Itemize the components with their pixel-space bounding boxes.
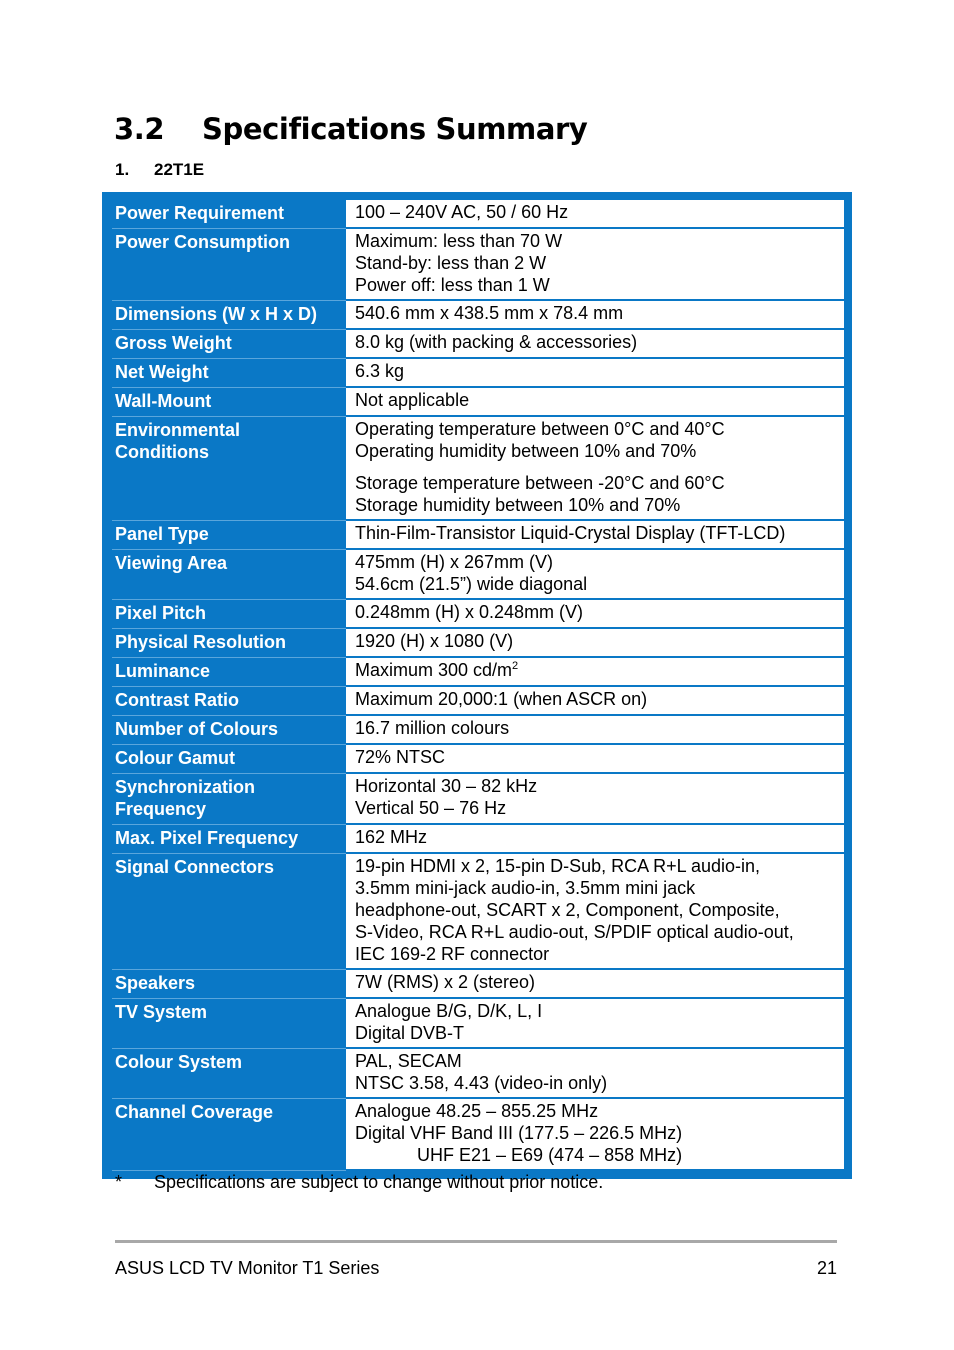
spec-label-line: Pixel Pitch (115, 603, 207, 623)
spec-label (112, 745, 346, 774)
spec-value-line (355, 551, 836, 573)
spec-value-text: Not applicable (355, 390, 470, 410)
spec-value (346, 521, 844, 550)
spec-row (112, 200, 844, 229)
spec-label (112, 200, 346, 229)
spec-value (346, 330, 844, 359)
spec-value-text: PAL, SECAM (355, 1051, 462, 1071)
spec-value-line (355, 522, 836, 544)
spec-row (112, 854, 844, 970)
spec-value-line (355, 688, 836, 710)
spec-row (112, 629, 844, 658)
spec-value (346, 600, 844, 629)
spec-row (112, 229, 844, 301)
spec-row (112, 658, 844, 687)
spec-label-line: Number of Colours (115, 719, 279, 739)
spec-value-line (355, 717, 836, 739)
spec-value-line (355, 899, 836, 921)
spec-label (112, 970, 346, 999)
spec-label (112, 687, 346, 716)
spec-value-text: 16.7 million colours (355, 718, 510, 738)
spec-label (112, 229, 346, 301)
spec-label-line: Synchronization (115, 777, 256, 797)
footnote-marker: * (115, 1172, 123, 1192)
spec-value-text: 162 MHz (355, 827, 428, 847)
spec-label-line: Max. Pixel Frequency (115, 828, 299, 848)
spec-label-line: Power Requirement (115, 203, 285, 223)
spec-value-text: 100 – 240V AC, 50 / 60 Hz (355, 202, 569, 222)
spec-label-line: Wall-Mount (115, 391, 212, 411)
spec-label (112, 825, 346, 854)
spec-value (346, 658, 844, 687)
spec-label-line: Luminance (115, 661, 211, 681)
spec-value-line (355, 797, 836, 819)
spec-row (112, 330, 844, 359)
spec-value-line (355, 1072, 836, 1094)
spec-label-line: Dimensions (W x H x D) (115, 304, 318, 324)
specifications-table (102, 192, 852, 1179)
spec-value-line (355, 630, 836, 652)
spec-label (112, 417, 346, 521)
spec-label (112, 388, 346, 417)
spec-label (112, 854, 346, 970)
spec-value-line (355, 201, 836, 223)
spec-value-text: 8.0 kg (with packing & accessories) (355, 332, 638, 352)
spec-label (112, 716, 346, 745)
spec-value-line (355, 360, 836, 382)
model-name: 22T1E (154, 160, 205, 179)
spec-value-text: S-Video, RCA R+L audio-out, S/PDIF optical audio-out, (355, 922, 794, 942)
section-title: Specifications Summary (202, 112, 588, 146)
spec-value-line (355, 877, 836, 899)
spec-value-line (355, 971, 836, 993)
spec-label (112, 1099, 346, 1171)
footer-divider (115, 1240, 837, 1243)
spec-value-line (355, 418, 836, 440)
spec-value (346, 200, 844, 229)
spec-value (346, 229, 844, 301)
spec-label-line: Power Consumption (115, 232, 290, 252)
spec-label (112, 600, 346, 629)
spec-row (112, 970, 844, 999)
spec-label (112, 521, 346, 550)
spec-label-line: Speakers (115, 973, 196, 993)
spec-row (112, 745, 844, 774)
spec-value-text: 3.5mm mini-jack audio-in, 3.5mm mini jack (355, 878, 696, 898)
spec-label-line: Frequency (115, 799, 207, 819)
spec-label-line: Conditions (115, 442, 209, 462)
spec-label-line: Panel Type (115, 524, 209, 544)
footer-title: ASUS LCD TV Monitor T1 Series (115, 1258, 380, 1278)
spec-value (346, 716, 844, 745)
spec-value-text: Digital VHF Band III (177.5 – 226.5 MHz) (355, 1123, 683, 1143)
superscript: 2 (512, 660, 519, 672)
model-number: 1. (115, 160, 130, 179)
spec-value (346, 1049, 844, 1099)
spec-row (112, 359, 844, 388)
spec-value-line (355, 775, 836, 797)
spec-value-text: IEC 169-2 RF connector (355, 944, 550, 964)
spec-value-line (355, 601, 836, 623)
spec-row (112, 388, 844, 417)
spec-label (112, 774, 346, 825)
spec-value-line (355, 494, 836, 516)
spec-value-line (355, 252, 836, 274)
section-heading (114, 112, 587, 146)
spec-row (112, 417, 844, 521)
spec-value-line (355, 855, 836, 877)
spec-label-line: Channel Coverage (115, 1102, 274, 1122)
section-number: 3.2 (114, 112, 165, 146)
spec-value-text: Analogue 48.25 – 855.25 MHz (355, 1101, 599, 1121)
spec-value-line (355, 659, 836, 681)
spec-value-line (355, 440, 836, 462)
spec-value-line (355, 1050, 836, 1072)
spec-value-line (355, 573, 836, 595)
spec-value-text: 1920 (H) x 1080 (V) (355, 631, 514, 651)
spec-label (112, 658, 346, 687)
spec-row (112, 600, 844, 629)
spec-value-text: 19-pin HDMI x 2, 15-pin D-Sub, RCA R+L audio-in, (355, 856, 761, 876)
spec-value-line (355, 389, 836, 411)
spec-value-line (355, 302, 836, 324)
spec-row (112, 521, 844, 550)
spec-value-text: 540.6 mm x 438.5 mm x 78.4 mm (355, 303, 624, 323)
spec-value (346, 550, 844, 600)
spec-row (112, 1049, 844, 1099)
spec-label-line: Gross Weight (115, 333, 232, 353)
spec-value (346, 629, 844, 658)
spec-value-text: Operating temperature between 0°C and 40°C (355, 419, 725, 439)
spec-value-line (355, 472, 836, 494)
spec-value-text: Stand-by: less than 2 W (355, 253, 547, 273)
spec-value-line (355, 1122, 836, 1144)
spec-value-line (355, 826, 836, 848)
spec-value (346, 301, 844, 330)
spec-value-text: Horizontal 30 – 82 kHz (355, 776, 538, 796)
spec-row (112, 687, 844, 716)
spec-value-line (355, 274, 836, 296)
spec-label-line: TV System (115, 1002, 208, 1022)
spec-label-line: Environmental (115, 420, 241, 440)
spec-value-text: Operating humidity between 10% and 70% (355, 441, 697, 461)
spec-row (112, 825, 844, 854)
spec-value-text: Power off: less than 1 W (355, 275, 550, 295)
spec-value-line (355, 1000, 836, 1022)
spec-value-text: 6.3 kg (355, 361, 405, 381)
spec-label (112, 550, 346, 600)
spec-value-text: headphone-out, SCART x 2, Component, Composite, (355, 900, 780, 920)
spec-value (346, 359, 844, 388)
spec-value (346, 970, 844, 999)
spec-row (112, 716, 844, 745)
spec-value (346, 388, 844, 417)
spec-label (112, 330, 346, 359)
spec-value-text: 54.6cm (21.5”) wide diagonal (355, 574, 588, 594)
spec-value (346, 825, 844, 854)
spec-value-line (355, 331, 836, 353)
spec-value-text: Storage temperature between -20°C and 60°C (355, 473, 725, 493)
spec-label (112, 1049, 346, 1099)
spec-value-text: Digital DVB-T (355, 1023, 465, 1043)
spec-value-line (355, 921, 836, 943)
spec-row (112, 550, 844, 600)
spec-label-line: Colour Gamut (115, 748, 235, 768)
spec-value-text: Maximum 20,000:1 (when ASCR on) (355, 689, 648, 709)
spec-value-text: Storage humidity between 10% and 70% (355, 495, 681, 515)
spec-label (112, 301, 346, 330)
spec-value-text: NTSC 3.58, 4.43 (video-in only) (355, 1073, 608, 1093)
spec-value-text: Maximum: less than 70 W (355, 231, 563, 251)
spec-row (112, 1099, 844, 1171)
spec-value (346, 1099, 844, 1171)
spec-label-line: Contrast Ratio (115, 690, 240, 710)
spec-value-text: Vertical 50 – 76 Hz (355, 798, 507, 818)
spec-value (346, 687, 844, 716)
spec-value-line (355, 1022, 836, 1044)
page-number: 21 (816, 1258, 837, 1278)
spec-row (112, 301, 844, 330)
spec-value-line (355, 1100, 836, 1122)
spec-value-line (355, 746, 836, 768)
spec-value-line (355, 943, 836, 965)
spec-value-text: Thin-Film-Transistor Liquid-Crystal Display (TFT-LCD) (355, 523, 786, 543)
spec-label-line: Viewing Area (115, 553, 228, 573)
spec-label-line: Physical Resolution (115, 632, 287, 652)
spec-value (346, 999, 844, 1049)
spec-value-text: 475mm (H) x 267mm (V) (355, 552, 554, 572)
spec-value (346, 774, 844, 825)
spec-label-line: Colour System (115, 1052, 243, 1072)
spec-label (112, 629, 346, 658)
spec-value (346, 854, 844, 970)
spec-value-text: Maximum 300 cd/m (355, 660, 513, 680)
spec-row (112, 774, 844, 825)
spec-row (112, 999, 844, 1049)
spec-label (112, 999, 346, 1049)
spec-value-line (355, 1144, 836, 1166)
spec-value-text: Analogue B/G, D/K, L, I (355, 1001, 543, 1021)
spec-label (112, 359, 346, 388)
spec-value (346, 417, 844, 521)
spec-value-text: UHF E21 – E69 (474 – 858 MHz) (417, 1145, 683, 1165)
spec-label-line: Net Weight (115, 362, 209, 382)
spec-value-text: 0.248mm (H) x 0.248mm (V) (355, 602, 584, 622)
model-heading (115, 160, 204, 180)
spec-value-text: 72% NTSC (355, 747, 446, 767)
footnote (115, 1172, 603, 1193)
footnote-text: Specifications are subject to change without prior notice. (154, 1172, 604, 1192)
spec-value (346, 745, 844, 774)
spec-value-line (355, 230, 836, 252)
spec-label-line: Signal Connectors (115, 857, 275, 877)
spec-value-text: 7W (RMS) x 2 (stereo) (355, 972, 536, 992)
